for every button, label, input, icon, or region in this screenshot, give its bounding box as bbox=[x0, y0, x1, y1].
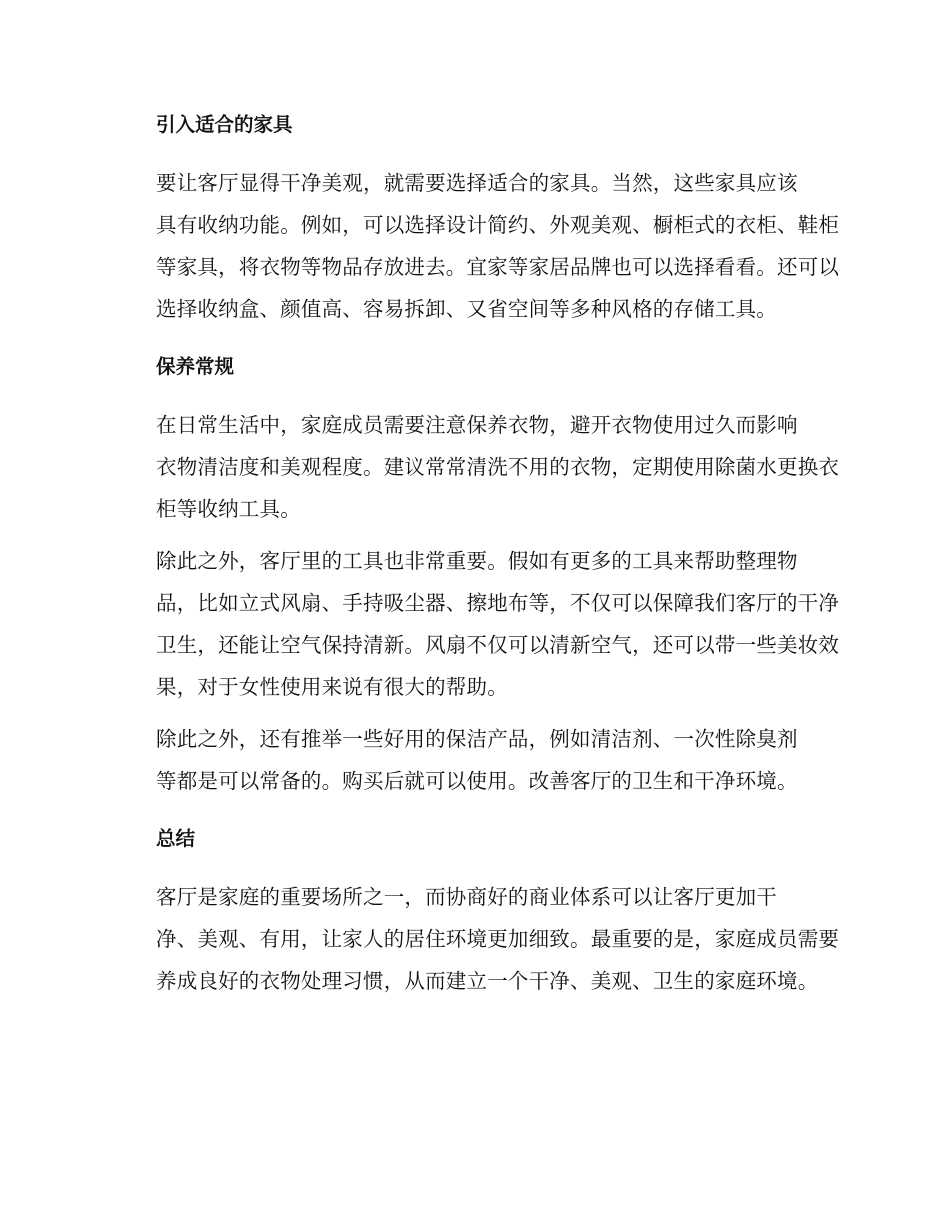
text-line: 果，对于女性使用来说有很大的帮助。 bbox=[156, 675, 508, 699]
text-line: 除此之外，还有推举一些好用的保洁产品，例如清洁剂、一次性除臭剂 bbox=[156, 727, 798, 751]
text-line: 净、美观、有用，让家人的居住环境更加细致。最重要的是，家庭成员需要 bbox=[156, 927, 840, 951]
text-line: 除此之外，客厅里的工具也非常重要。假如有更多的工具来帮助整理物 bbox=[156, 549, 798, 573]
text-line: 选择收纳盒、颜值高、容易拆卸、又省空间等多种风格的存储工具。 bbox=[156, 297, 777, 321]
text-line: 在日常生活中，家庭成员需要注意保养衣物，避开衣物使用过久而影响 bbox=[156, 413, 798, 437]
text-line: 客厅是家庭的重要场所之一，而协商好的商业体系可以让客厅更加干 bbox=[156, 885, 777, 909]
paragraph-maintenance-3 bbox=[112, 718, 832, 802]
text-line: 衣物清洁度和美观程度。建议常常清洗不用的衣物，定期使用除菌水更换衣 bbox=[156, 455, 840, 479]
text-line: 等家具，将衣物等物品存放进去。宜家等家居品牌也可以选择看看。还可以 bbox=[156, 255, 840, 279]
paragraph-maintenance-2 bbox=[112, 540, 840, 708]
paragraph-summary bbox=[112, 876, 840, 1002]
text-line: 具有收纳功能。例如，可以选择设计简约、外观美观、橱柜式的衣柜、鞋柜 bbox=[156, 213, 840, 237]
text-line: 养成良好的衣物处理习惯，从而建立一个干净、美观、卫生的家庭环境。 bbox=[156, 969, 819, 993]
section-heading-furniture: 引入适合的家具 bbox=[156, 113, 293, 136]
text-line: 要让客厅显得干净美观，就需要选择适合的家具。当然，这些家具应该 bbox=[156, 171, 798, 195]
section-heading-summary: 总结 bbox=[156, 827, 196, 850]
section-heading-maintenance: 保养常规 bbox=[156, 355, 235, 378]
text-line: 品，比如立式风扇、手持吸尘器、擦地布等，不仅可以保障我们客厅的干净 bbox=[156, 591, 840, 615]
document-page bbox=[112, 110, 840, 1002]
text-line: 卫生，还能让空气保持清新。风扇不仅可以清新空气，还可以带一些美妆效 bbox=[156, 633, 840, 657]
text-line: 等都是可以常备的。购买后就可以使用。改善客厅的卫生和干净环境。 bbox=[156, 769, 798, 793]
paragraph-maintenance-1 bbox=[112, 404, 840, 530]
paragraph-furniture bbox=[112, 162, 840, 330]
text-line: 柜等收纳工具。 bbox=[156, 497, 301, 521]
